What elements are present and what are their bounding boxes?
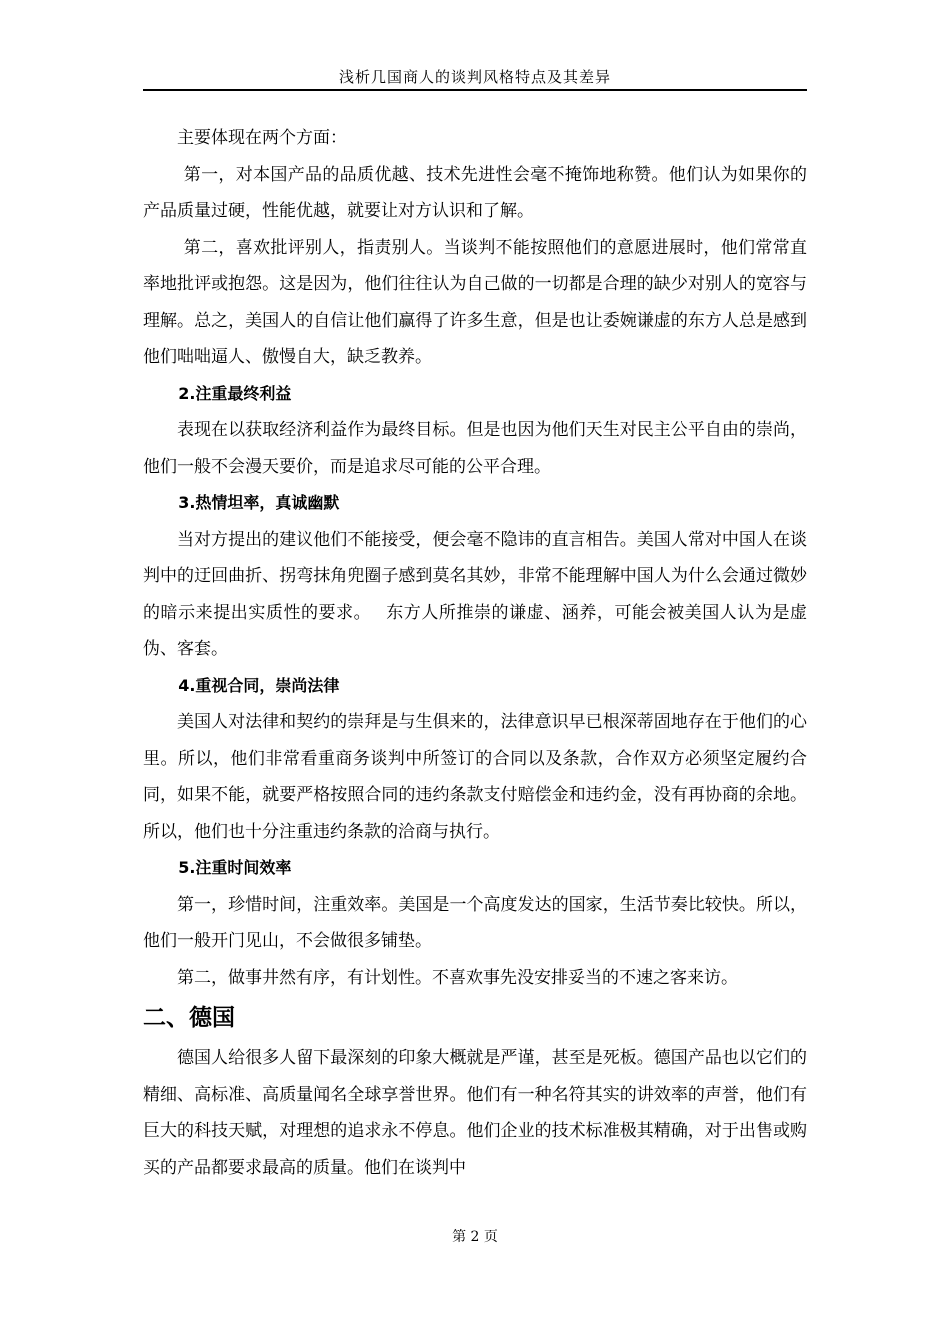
subheading: 5.注重时间效率: [178, 858, 292, 877]
header-divider: [143, 89, 807, 91]
document-body: [143, 120, 807, 1186]
paragraph: 第一，对本国产品的品质优越、技术先进性会毫不掩饰地称赞。他们认为如果你的产品质量过硬，性能优越，就要让对方认识和了解。: [143, 164, 807, 221]
paragraph: 第二，做事井然有序，有计划性。不喜欢事先没安排妥当的不速之客来访。: [177, 967, 738, 988]
paragraph: 主要体现在两个方面：: [177, 128, 347, 148]
paragraph: 第一，珍惜时间，注重效率。美国是一个高度发达的国家，生活节奏比较快。所以，他们一般开门见山，不会做很多铺垫。: [143, 894, 807, 951]
subheading: 2.注重最终利益: [178, 383, 292, 403]
subheading: 3.热情坦率，真诚幽默: [178, 493, 340, 512]
page-number: 第 2 页: [452, 1229, 498, 1245]
paragraph: 美国人对法律和契约的崇拜是与生俱来的，法律意识早已根深蒂固地存在于他们的心里。所以，他们非常看重商务谈判中所签订的合同以及条款，合作双方必须坚定履约合同，如果不能，就要严格按照合同的违约条款支付赔偿金和违约金，没有再协商的余地。所以，他们也十分注重违约条款的洽商与执行。: [143, 712, 807, 842]
paragraph: 当对方提出的建议他们不能接受，便会毫不隐讳的直言相告。美国人常对中国人在谈判中的迂回曲折、拐弯抹角兜圈子感到莫名其妙，非常不能理解中国人为什么会通过微妙的暗示来提出实质性的要求。 东方人所推崇的谦虚、涵养，可能会被美国人认为是虚伪、客套。: [143, 529, 807, 659]
paragraph: 表现在以获取经济利益作为最终目标。但是也因为他们天生对民主公平自由的崇尚，他们一般不会漫天要价，而是追求尽可能的公平合理。: [143, 420, 807, 477]
subheading: 4.重视合同，崇尚法律: [178, 675, 340, 695]
paragraph: 德国人给很多人留下最深刻的印象大概就是严谨，甚至是死板。德国产品也以它们的精细、高标准、高质量闻名全球享誉世界。他们有一种名符其实的讲效率的声誉，他们有巨大的科技天赋，对理想的追求永不停息。他们企业的技术标准极其精确，对于出售或购买的产品都要求最高的质量。他们在谈判中: [143, 1048, 807, 1178]
paragraph: 第二，喜欢批评别人，指责别人。当谈判不能按照他们的意愿进展时，他们常常直率地批评或抱怨。这是因为，他们往往认为自己做的一切都是合理的缺少对别人的宽容与理解。总之，美国人的自信让他们赢得了许多生意，但是也让委婉谦虚的东方人总是感到他们咄咄逼人、傲慢自大，缺乏教养。: [143, 237, 807, 367]
section-heading: 二、德国: [143, 1005, 235, 1031]
running-header-title: 浅析几国商人的谈判风格特点及其差异: [338, 68, 611, 86]
